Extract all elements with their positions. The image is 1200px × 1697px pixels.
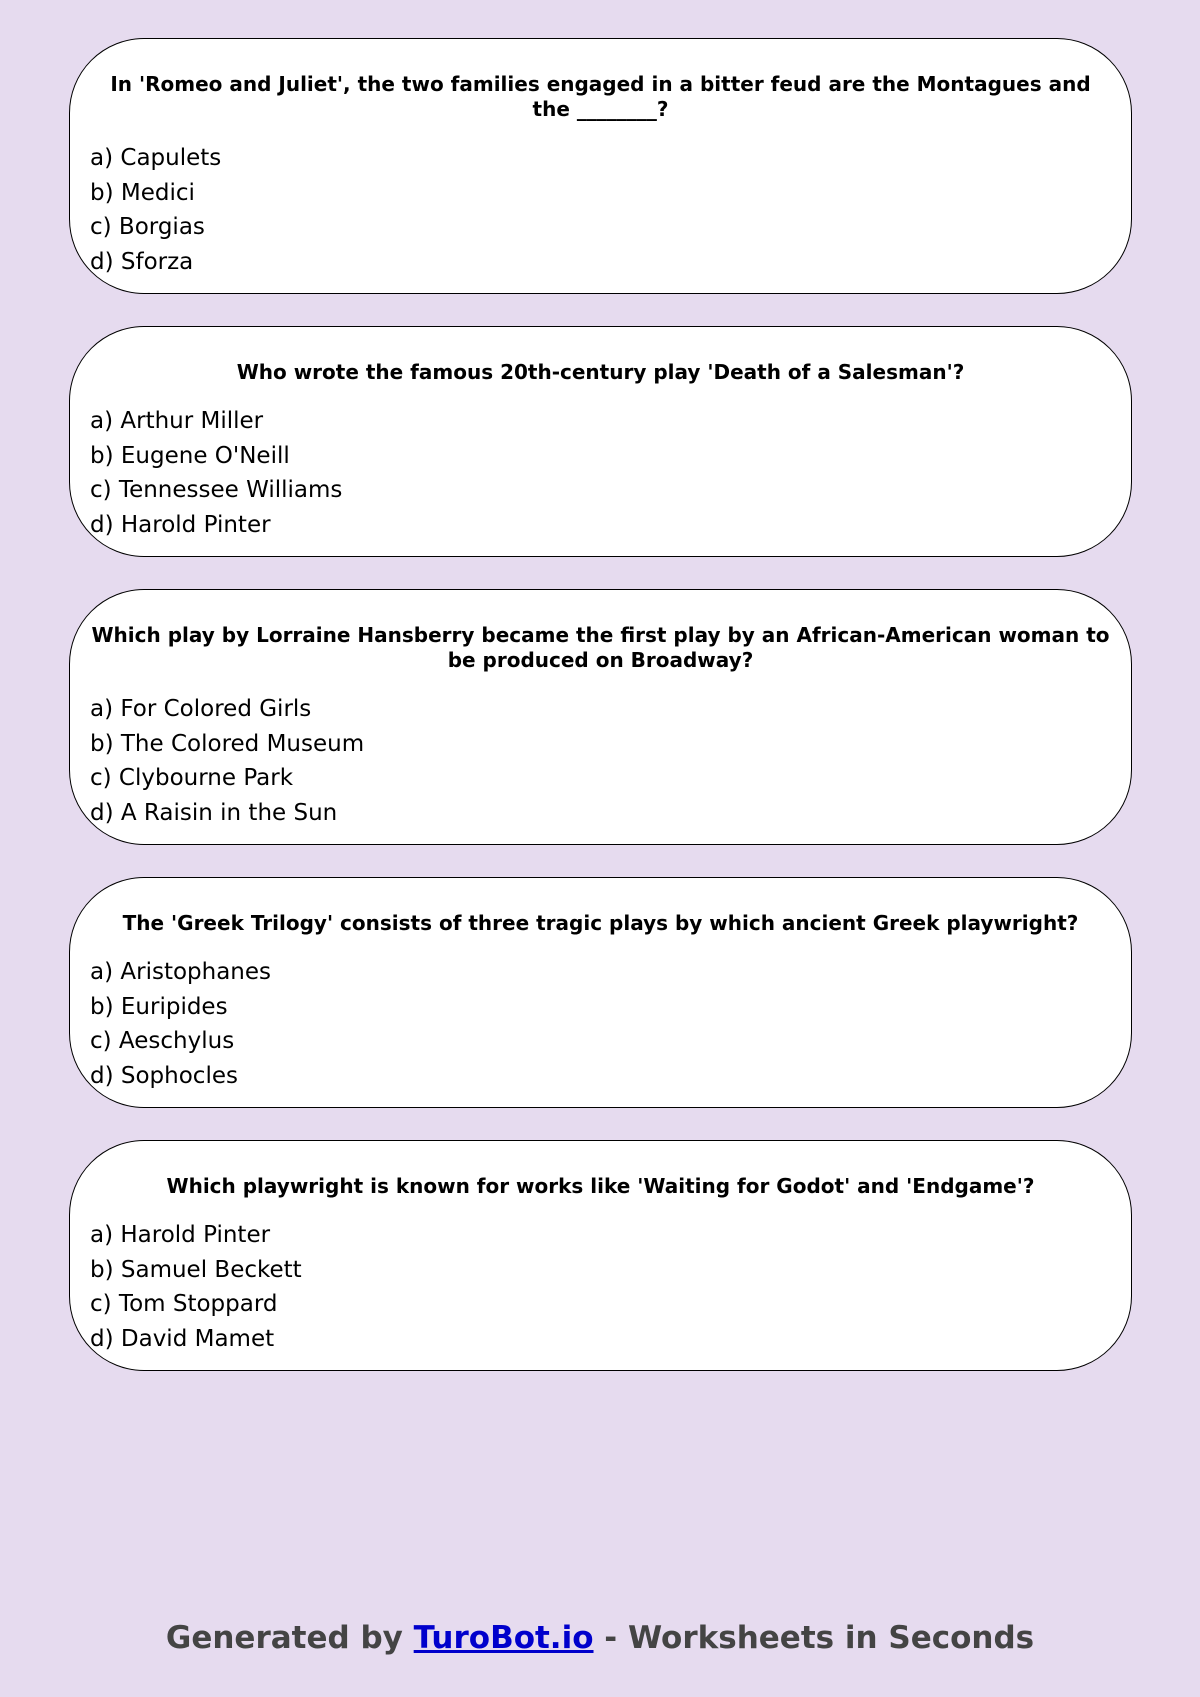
answer-option: c) Borgias: [90, 214, 205, 240]
answer-option: a) Harold Pinter: [90, 1222, 271, 1248]
answer-option: b) Samuel Beckett: [90, 1256, 302, 1283]
question-card: [69, 38, 1132, 294]
question-text: The 'Greek Trilogy' consists of three tragic plays by which ancient Greek playwright?: [122, 911, 1079, 935]
answer-option: b) Medici: [90, 179, 195, 206]
answer-option: c) Tom Stoppard: [90, 1291, 278, 1317]
answer-option: a) Aristophanes: [90, 959, 272, 985]
answer-option: b) Euripides: [90, 993, 228, 1020]
answer-option: c) Aeschylus: [90, 1028, 235, 1054]
answer-option: a) Arthur Miller: [90, 408, 264, 434]
question-text: In 'Romeo and Juliet', the two families engaged in a bitter feud are the Montagues and the ________?: [110, 72, 1091, 121]
question-card: [69, 326, 1132, 557]
answer-option: d) Sforza: [90, 248, 194, 275]
question-text: Which play by Lorraine Hansberry became the first play by an African-American woman to be produced on Broadway?: [91, 623, 1110, 672]
footer-credit: [0, 1620, 1200, 1656]
question-card: [69, 877, 1132, 1108]
question-text: Which playwright is known for works like 'Waiting for Godot' and 'Endgame'?: [166, 1174, 1035, 1198]
turobot-link[interactable]: TuroBot.io: [413, 1620, 594, 1656]
answer-option: c) Clybourne Park: [90, 765, 294, 791]
answer-option: c) Tennessee Williams: [90, 477, 343, 503]
footer-prefix: Generated by: [165, 1620, 414, 1656]
answer-option: d) A Raisin in the Sun: [90, 799, 338, 826]
answer-option: d) Sophocles: [90, 1062, 238, 1089]
footer-suffix: - Worksheets in Seconds: [593, 1620, 1035, 1656]
answer-option: b) Eugene O'Neill: [90, 442, 290, 469]
question-list: [69, 38, 1132, 1403]
answer-option: d) Harold Pinter: [90, 511, 271, 538]
answer-option: a) Capulets: [90, 145, 222, 171]
answer-option: b) The Colored Museum: [90, 730, 365, 757]
question-card: [69, 1140, 1132, 1371]
question-text: Who wrote the famous 20th-century play 'Death of a Salesman'?: [236, 360, 965, 384]
answer-option: d) David Mamet: [90, 1325, 275, 1352]
question-card: [69, 589, 1132, 845]
answer-option: a) For Colored Girls: [90, 696, 312, 722]
